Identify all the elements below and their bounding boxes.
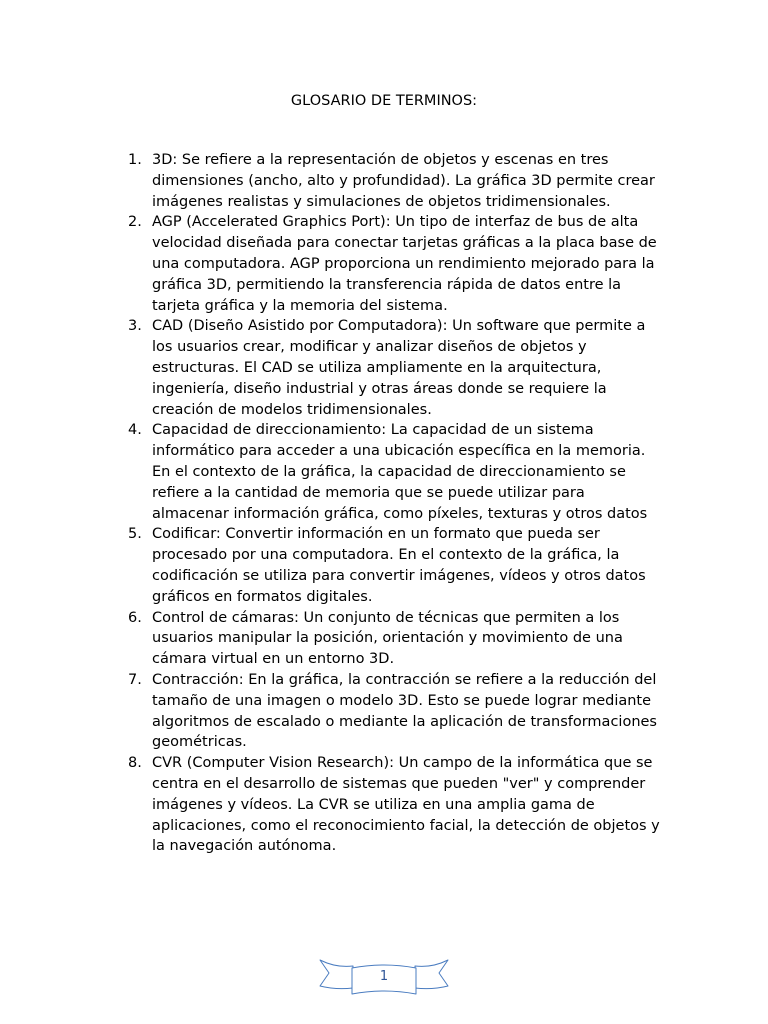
item-text: CVR (Computer Vision Research): Un campo de la informática que se centra en el desarrollo de sistemas que pueden "ver" y comprender imágenes y vídeos. La CVR se utiliza en una amplia gama de aplicaciones, como el reconocimiento facial, la detección de objetos y la navegación autónoma. (152, 755, 660, 855)
glossary-item (124, 524, 664, 607)
item-number: 3. (128, 318, 142, 335)
item-text: AGP (Accelerated Graphics Port): Un tipo de interfaz de bus de alta velocidad diseñada para conectar tarjetas gráficas a la placa base de una computadora. AGP proporciona un rendimiento mejorado para la gráfica 3D, permitiendo la transferencia rápida de datos entre la tarjeta gráfica y la memoria del sistema. (152, 214, 657, 314)
item-number: 2. (128, 214, 142, 231)
glossary-item (124, 150, 664, 212)
glossary-item (124, 316, 664, 420)
glossary-list (124, 150, 664, 857)
item-text: Capacidad de direccionamiento: La capacidad de un sistema informático para acceder a una ubicación específica en la memoria. En el contexto de la gráfica, la capacidad de direccionamiento se refiere a la cantidad de memoria que se puede utilizar para almacenar información gráfica, como píxeles, texturas y otros datos (152, 422, 648, 522)
item-text: Contracción: En la gráfica, la contracción se refiere a la reducción del tamaño de una imagen o modelo 3D. Esto se puede lograr mediante algoritmos de escalado o mediante la aplicación de transformaciones geométricas. (152, 671, 657, 751)
item-text: Codificar: Convertir información en un formato que pueda ser procesado por una computadora. En el contexto de la gráfica, la codificación se utiliza para convertir imágenes, vídeos y otros datos gráficos en formatos digitales. (152, 526, 646, 605)
item-text: 3D: Se refiere a la representación de objetos y escenas en tres dimensiones (ancho, alto y profundidad). La gráfica 3D permite crear imágenes realistas y simulaciones de objetos tridimensionales. (152, 152, 655, 210)
item-number: 6. (128, 609, 142, 626)
item-number: 4. (128, 422, 142, 439)
glossary-item (124, 420, 664, 524)
item-text: Control de cámaras: Un conjunto de técnicas que permiten a los usuarios manipular la posición, orientación y movimiento de una cámara virtual en un entorno 3D. (152, 609, 623, 668)
glossary-item (124, 670, 664, 753)
item-number: 5. (128, 526, 142, 543)
item-number: 8. (128, 755, 142, 772)
glossary-item (124, 608, 664, 670)
item-number: 7. (128, 671, 142, 688)
item-number: 1. (128, 152, 142, 168)
item-text: CAD (Diseño Asistido por Computadora): Un software que permite a los usuarios crear, modificar y analizar diseños de objetos y estructuras. El CAD se utiliza ampliamente en la arquitectura, ingeniería, diseño industrial y otras áreas donde se requiere la creación de modelos tridimensionales. (152, 318, 646, 418)
page-title: GLOSARIO DE TERMINOS: (290, 93, 478, 109)
page-number: 1 (379, 969, 389, 984)
glossary-item (124, 212, 664, 316)
glossary-item (124, 753, 664, 857)
